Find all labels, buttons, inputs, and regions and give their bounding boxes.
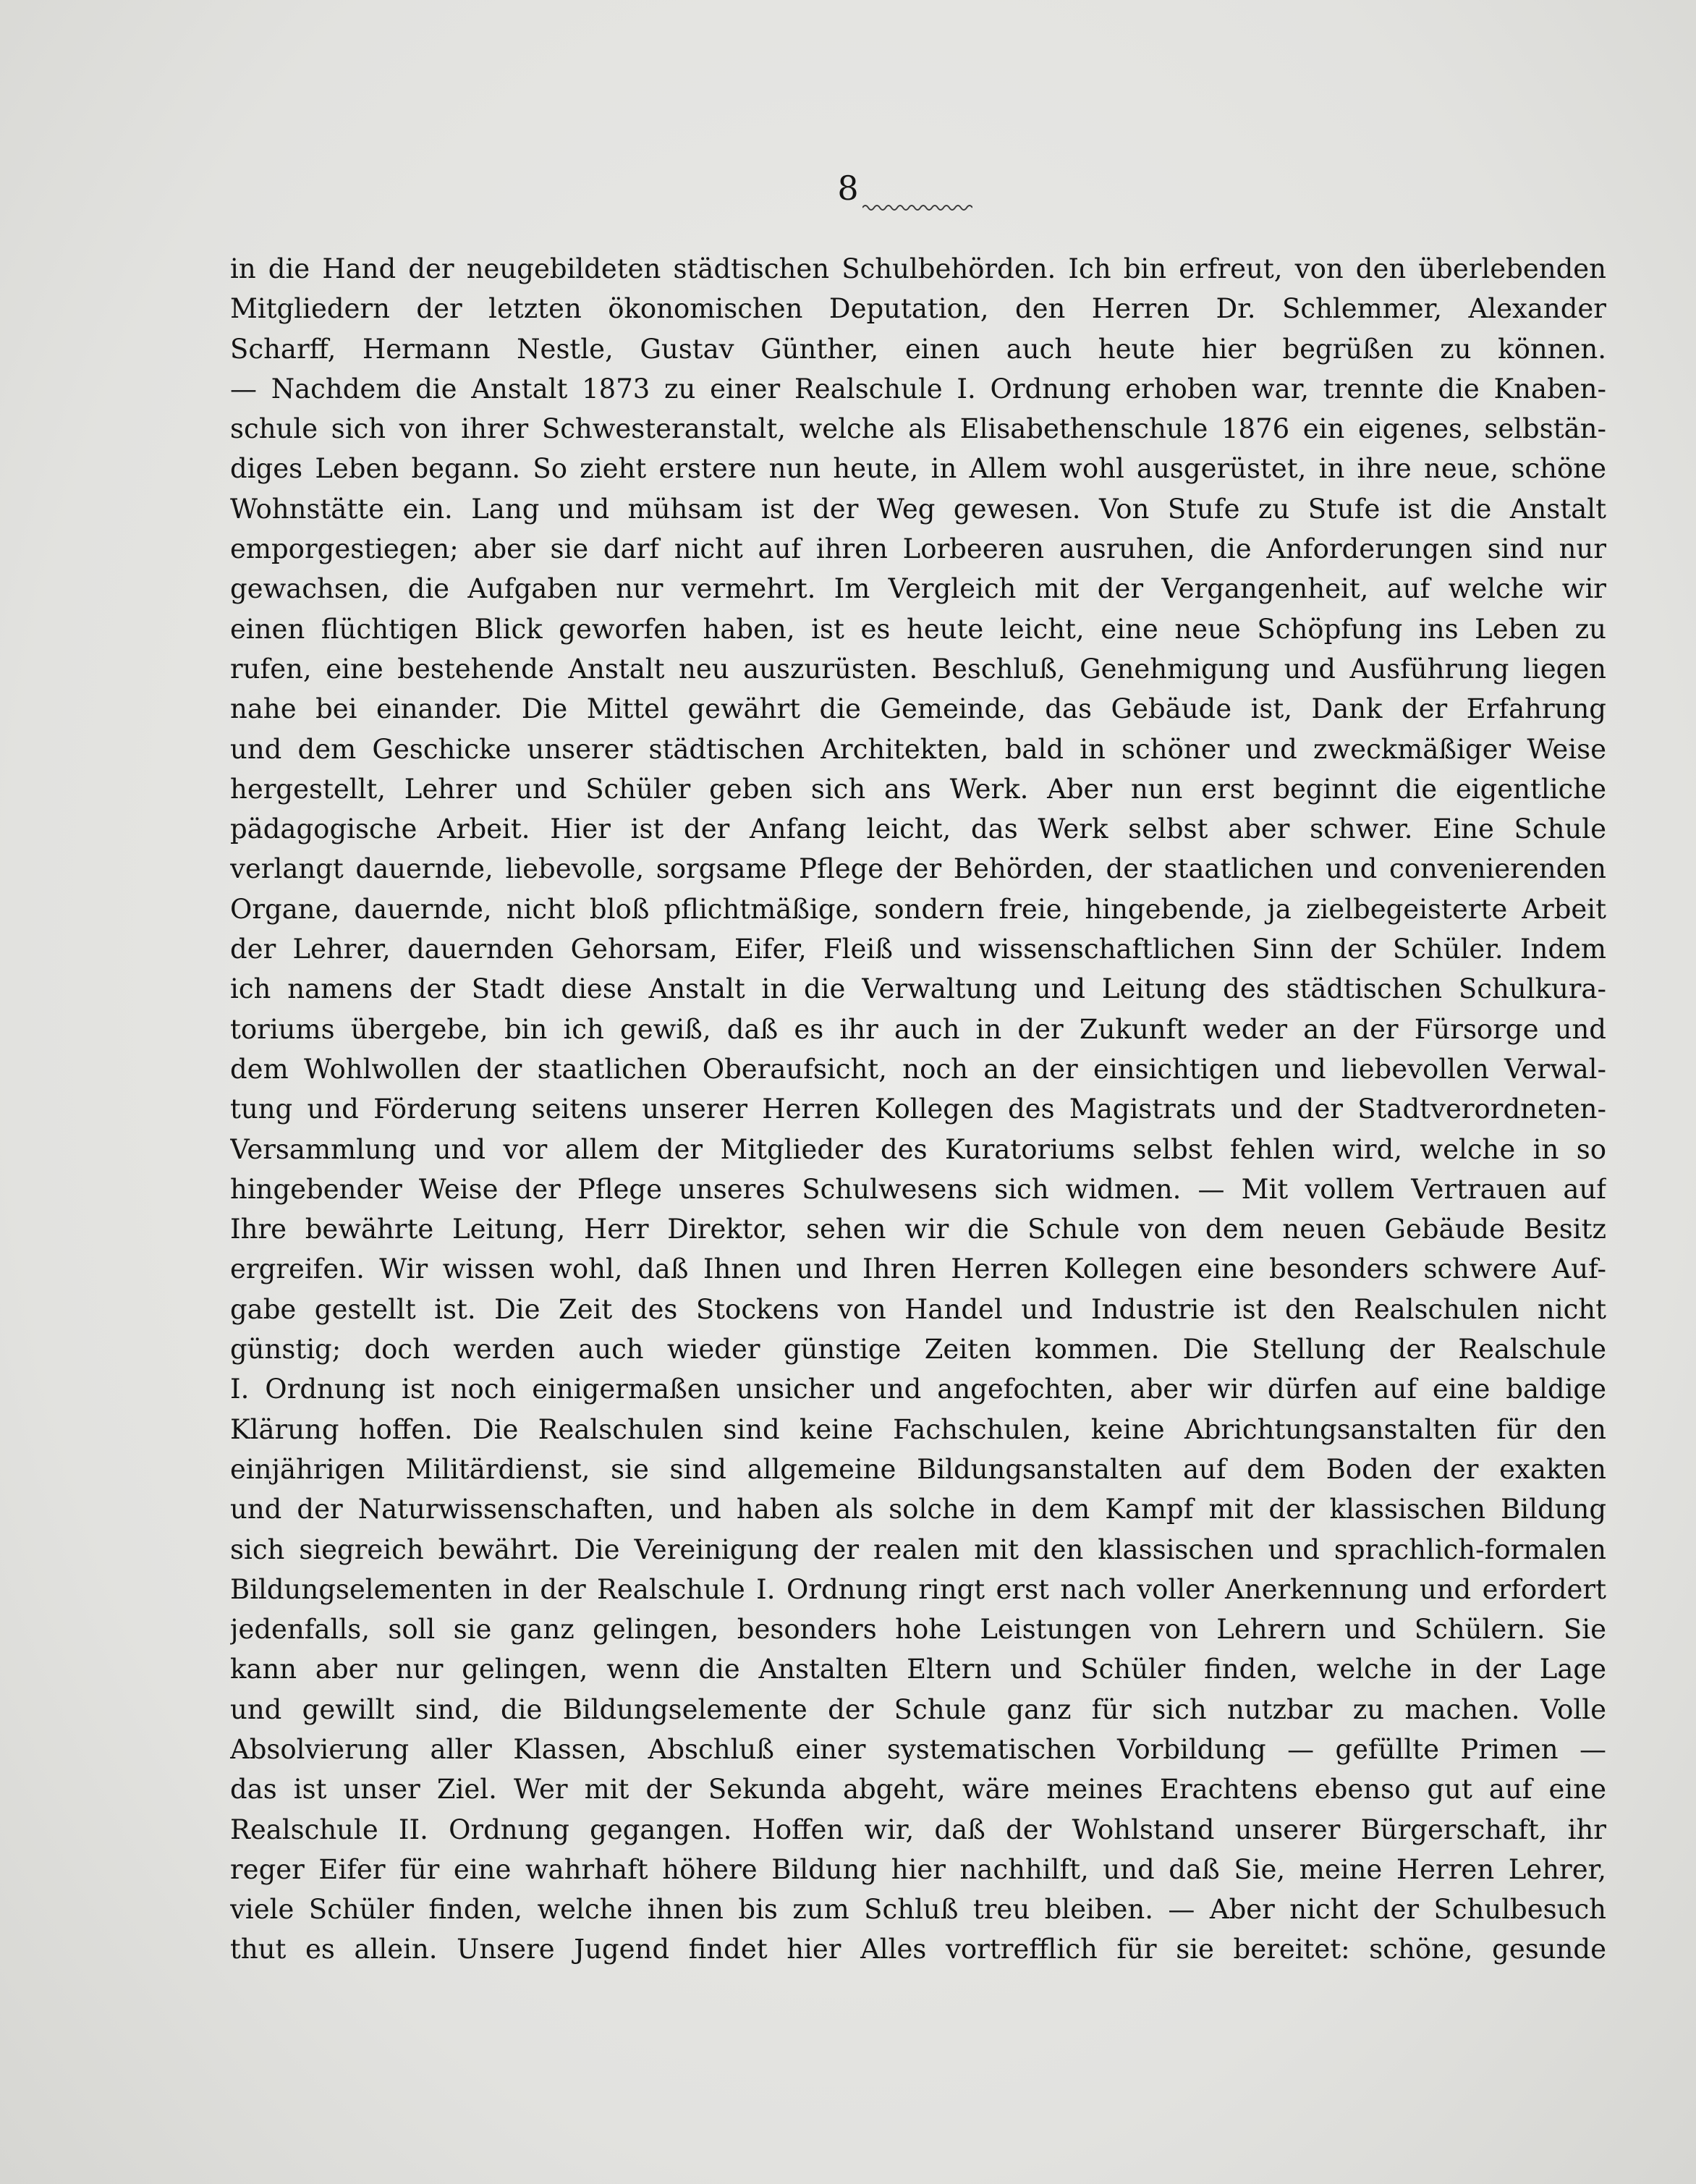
- text-line: Mitgliedern der letzten ökonomischen Deputation, den Herren Dr. Schlemmer, Alexander: [230, 293, 1606, 325]
- text-line: dem Wohlwollen der staatlichen Oberaufsicht, noch an der einsichtigen und liebevollen Verwal-: [230, 1053, 1606, 1085]
- text-line: jedenfalls, soll sie ganz gelingen, besonders hohe Leistungen von Lehrern und Schülern. Sie: [230, 1614, 1606, 1646]
- text-line: toriums übergebe, bin ich gewiß, daß es ihr auch in der Zukunft weder an der Fürsorge und: [230, 1013, 1606, 1045]
- page-number: 8: [837, 169, 859, 208]
- text-line: Ihre bewährte Leitung, Herr Direktor, sehen wir die Schule von dem neuen Gebäude Besitz: [230, 1214, 1606, 1245]
- text-line: ich namens der Stadt diese Anstalt in die Verwaltung und Leitung des städtischen Schulkura-: [230, 973, 1606, 1005]
- text-line: Bildungselementen in der Realschule I. Ordnung ringt erst nach voller Anerkennung und erfordert: [230, 1573, 1606, 1605]
- text-line: und gewillt sind, die Bildungselemente der Schule ganz für sich nutzbar zu machen. Volle: [230, 1693, 1606, 1725]
- text-line: einjährigen Militärdienst, sie sind allgemeine Bildungsanstalten auf dem Boden der exakten: [230, 1453, 1606, 1485]
- text-line: nahe bei einander. Die Mittel gewährt die Gemeinde, das Gebäude ist, Dank der Erfahrung: [230, 693, 1606, 725]
- text-line: Wohnstätte ein. Lang und mühsam ist der Weg gewesen. Von Stufe zu Stufe ist die Anstalt: [230, 493, 1606, 525]
- text-line: Organe, dauernde, nicht bloß pflichtmäßige, sondern freie, hingebende, ja zielbegeisterte Arbeit: [230, 893, 1606, 925]
- text-line: Versammlung und vor allem der Mitglieder des Kuratoriums selbst fehlen wird, welche in so: [230, 1133, 1606, 1165]
- text-line: Klärung hoffen. Die Realschulen sind keine Fachschulen, keine Abrichtungsanstalten für den: [230, 1413, 1606, 1445]
- text-line: und der Naturwissenschaften, und haben als solche in dem Kampf mit der klassischen Bildung: [230, 1494, 1606, 1525]
- text-line: Scharff, Hermann Nestle, Gustav Günther, einen auch heute hier begrüßen zu können.: [230, 333, 1606, 365]
- text-line: diges Leben begann. So zieht erstere nun heute, in Allem wohl ausgerüstet, in ihre neue, schöne: [230, 453, 1606, 485]
- text-line: tung und Förderung seitens unserer Herren Kollegen des Magistrats und der Stadtverordneten-: [230, 1093, 1606, 1125]
- text-line: kann aber nur gelingen, wenn die Anstalten Eltern und Schüler finden, welche in der Lage: [230, 1654, 1606, 1685]
- text-line: in die Hand der neugebildeten städtischen Schulbehörden. Ich bin erfreut, von den überlebenden: [230, 253, 1606, 284]
- wavy-rule-ornament: [862, 200, 972, 216]
- text-line: Absolvierung aller Klassen, Abschluß einer systematischen Vorbildung — gefüllte Primen —: [230, 1733, 1606, 1765]
- text-line: gabe gestellt ist. Die Zeit des Stockens von Handel und Industrie ist den Realschulen nicht: [230, 1293, 1606, 1325]
- text-line: ergreifen. Wir wissen wohl, daß Ihnen und Ihren Herren Kollegen eine besonders schwere Auf-: [230, 1253, 1606, 1285]
- text-line: verlangt dauernde, liebevolle, sorgsame Pflege der Behörden, der staatlichen und convenierenden: [230, 853, 1606, 885]
- text-line: Realschule II. Ordnung gegangen. Hoffen wir, daß der Wohlstand unserer Bürgerschaft, ihr: [230, 1813, 1606, 1845]
- text-line: günstig; doch werden auch wieder günstige Zeiten kommen. Die Stellung der Realschule: [230, 1334, 1606, 1366]
- text-line: thut es allein. Unsere Jugend findet hier Alles vortrefflich für sie bereitet: schöne, gesunde: [230, 1934, 1606, 1965]
- text-line: emporgestiegen; aber sie darf nicht auf ihren Lorbeeren ausruhen, die Anforderungen sind nur: [230, 533, 1606, 565]
- body-text: [230, 249, 1606, 1970]
- text-line: hergestellt, Lehrer und Schüler geben sich ans Werk. Aber nun erst beginnt die eigentliche: [230, 773, 1606, 805]
- text-line: hingebender Weise der Pflege unseres Schulwesens sich widmen. — Mit vollem Vertrauen auf: [230, 1173, 1606, 1205]
- text-line: sich siegreich bewährt. Die Vereinigung der realen mit den klassischen und sprachlich-formalen: [230, 1533, 1606, 1565]
- text-line: schule sich von ihrer Schwesteranstalt, welche als Elisabethenschule 1876 ein eigenes, selbstän-: [230, 413, 1606, 445]
- text-line: das ist unser Ziel. Wer mit der Sekunda abgeht, wäre meines Erachtens ebenso gut auf eine: [230, 1774, 1606, 1806]
- text-line: der Lehrer, dauernden Gehorsam, Eifer, Fleiß und wissenschaftlichen Sinn der Schüler. Indem: [230, 934, 1606, 965]
- text-line: reger Eifer für eine wahrhaft höhere Bildung hier nachhilft, und daß Sie, meine Herren Lehrer,: [230, 1853, 1606, 1885]
- text-line: — Nachdem die Anstalt 1873 zu einer Realschule I. Ordnung erhoben war, trennte die Knaben-: [230, 373, 1606, 405]
- text-line: gewachsen, die Aufgaben nur vermehrt. Im Vergleich mit der Vergangenheit, auf welche wir: [230, 573, 1606, 605]
- text-line: und dem Geschicke unserer städtischen Architekten, bald in schöner und zweckmäßiger Weise: [230, 733, 1606, 765]
- text-line: I. Ordnung ist noch einigermaßen unsicher und angefochten, aber wir dürfen auf eine baldige: [230, 1374, 1606, 1405]
- text-line: rufen, eine bestehende Anstalt neu auszurüsten. Beschluß, Genehmigung und Ausführung liegen: [230, 653, 1606, 685]
- text-line: pädagogische Arbeit. Hier ist der Anfang leicht, das Werk selbst aber schwer. Eine Schule: [230, 813, 1606, 845]
- text-line: einen flüchtigen Blick geworfen haben, ist es heute leicht, eine neue Schöpfung ins Leben zu: [230, 613, 1606, 645]
- text-line: viele Schüler finden, welche ihnen bis zum Schluß treu bleiben. — Aber nicht der Schulbesuch: [230, 1894, 1606, 1926]
